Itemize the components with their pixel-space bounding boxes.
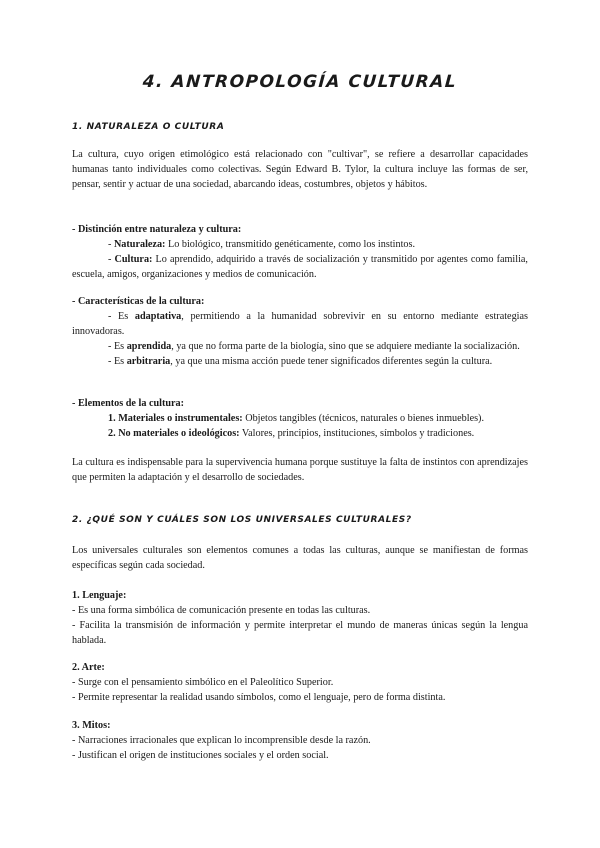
- universal-lenguaje: [72, 588, 528, 648]
- distinction-item-cultura: [72, 252, 528, 282]
- universal-mitos: [72, 718, 528, 763]
- section-heading-1: 1. NATURALEZA O CULTURA: [72, 122, 225, 132]
- universal-heading: 1. Lenguaje:: [72, 590, 127, 601]
- item-term: 1. Materiales o instrumentales:: [108, 413, 243, 424]
- distinction-item-naturaleza: [72, 237, 528, 252]
- item-prefix: - Es: [108, 341, 127, 352]
- item-prefix: - Es: [108, 356, 127, 367]
- item-term: arbitraria: [126, 356, 171, 367]
- item-text: , ya que no forma parte de la biología, sino que se adquiere mediante la socialización.: [171, 341, 520, 352]
- distinction-block: [72, 222, 528, 282]
- element-materiales: [72, 411, 528, 426]
- item-term: Cultura:: [114, 254, 153, 265]
- characteristics-block: [72, 294, 528, 369]
- element-no-materiales: [72, 426, 528, 441]
- universal-line: - Surge con el pensamiento simbólico en el Paleolítico Superior.: [72, 677, 334, 688]
- item-text: Lo aprendido, adquirido a través de socialización y transmitido por agentes como familia, escuela, amigos, organizaciones y medios de comunicación.: [72, 254, 528, 280]
- characteristic-arbitraria: [72, 354, 528, 369]
- item-term: 2. No materiales o ideológicos:: [108, 428, 240, 439]
- item-text: , permitiendo a la humanidad sobrevivir en su entorno mediante estrategias innovadoras.: [72, 311, 528, 337]
- universal-line: - Es una forma simbólica de comunicación presente en todas las culturas.: [72, 605, 371, 616]
- item-text: Objetos tangibles (técnicos, naturales o bienes inmuebles).: [242, 413, 484, 424]
- item-prefix: - Es: [108, 311, 135, 322]
- universal-heading: 2. Arte:: [72, 662, 105, 673]
- section1-intro: La cultura, cuyo origen etimológico está relacionado con "cultivar", se refiere a desarrollar capacidades humanas tanto individuales como colectivas. Según Edward B. Tylor, la cultura incluye las formas de ser, pensar, sentir y actuar de una sociedad, abarcando ideas, costumbres, objetos y hábitos.: [72, 149, 528, 190]
- universal-line: - Facilita la transmisión de información y permite interpretar el mundo de maneras únicas según la lengua hablada.: [72, 620, 528, 646]
- item-text: Valores, principios, instituciones, símbolos y tradiciones.: [239, 428, 475, 439]
- universal-arte: [72, 660, 528, 705]
- distinction-heading: - Distinción entre naturaleza y cultura:: [72, 224, 242, 235]
- universal-heading: 3. Mitos:: [72, 720, 111, 731]
- item-term: aprendida: [126, 341, 172, 352]
- item-text: Lo biológico, transmitido genéticamente, como los instintos.: [165, 239, 416, 250]
- characteristic-adaptativa: [72, 309, 528, 339]
- item-prefix: -: [108, 254, 115, 265]
- universal-line: - Justifican el origen de instituciones sociales y el orden social.: [72, 750, 329, 761]
- page-title: 4. ANTROPOLOGÍA CULTURAL: [142, 72, 458, 92]
- item-term: adaptativa: [134, 311, 182, 322]
- item-prefix: -: [108, 239, 114, 250]
- universal-line: - Narraciones irracionales que explican lo incomprensible desde la razón.: [72, 735, 371, 746]
- characteristics-heading: - Características de la cultura:: [72, 296, 205, 307]
- section2-intro: Los universales culturales son elementos comunes a todas las culturas, aunque se manifiestan de formas específicas según cada sociedad.: [72, 545, 528, 571]
- item-text: , ya que una misma acción puede tener significados diferentes según la cultura.: [170, 356, 493, 367]
- characteristic-aprendida: [72, 339, 528, 354]
- section-heading-2: 2. ¿QUÉ SON Y CUÁLES SON LOS UNIVERSALES CULTURALES?: [72, 515, 412, 525]
- elements-block: [72, 396, 528, 441]
- elements-heading: - Elementos de la cultura:: [72, 398, 185, 409]
- item-term: Naturaleza:: [113, 239, 166, 250]
- universal-line: - Permite representar la realidad usando símbolos, como el lenguaje, pero de forma distinta.: [72, 692, 446, 703]
- section1-conclusion: La cultura es indispensable para la supervivencia humana porque sustituye la falta de instintos con aprendizajes que permiten la adaptación y el desarrollo de sociedades.: [72, 457, 528, 483]
